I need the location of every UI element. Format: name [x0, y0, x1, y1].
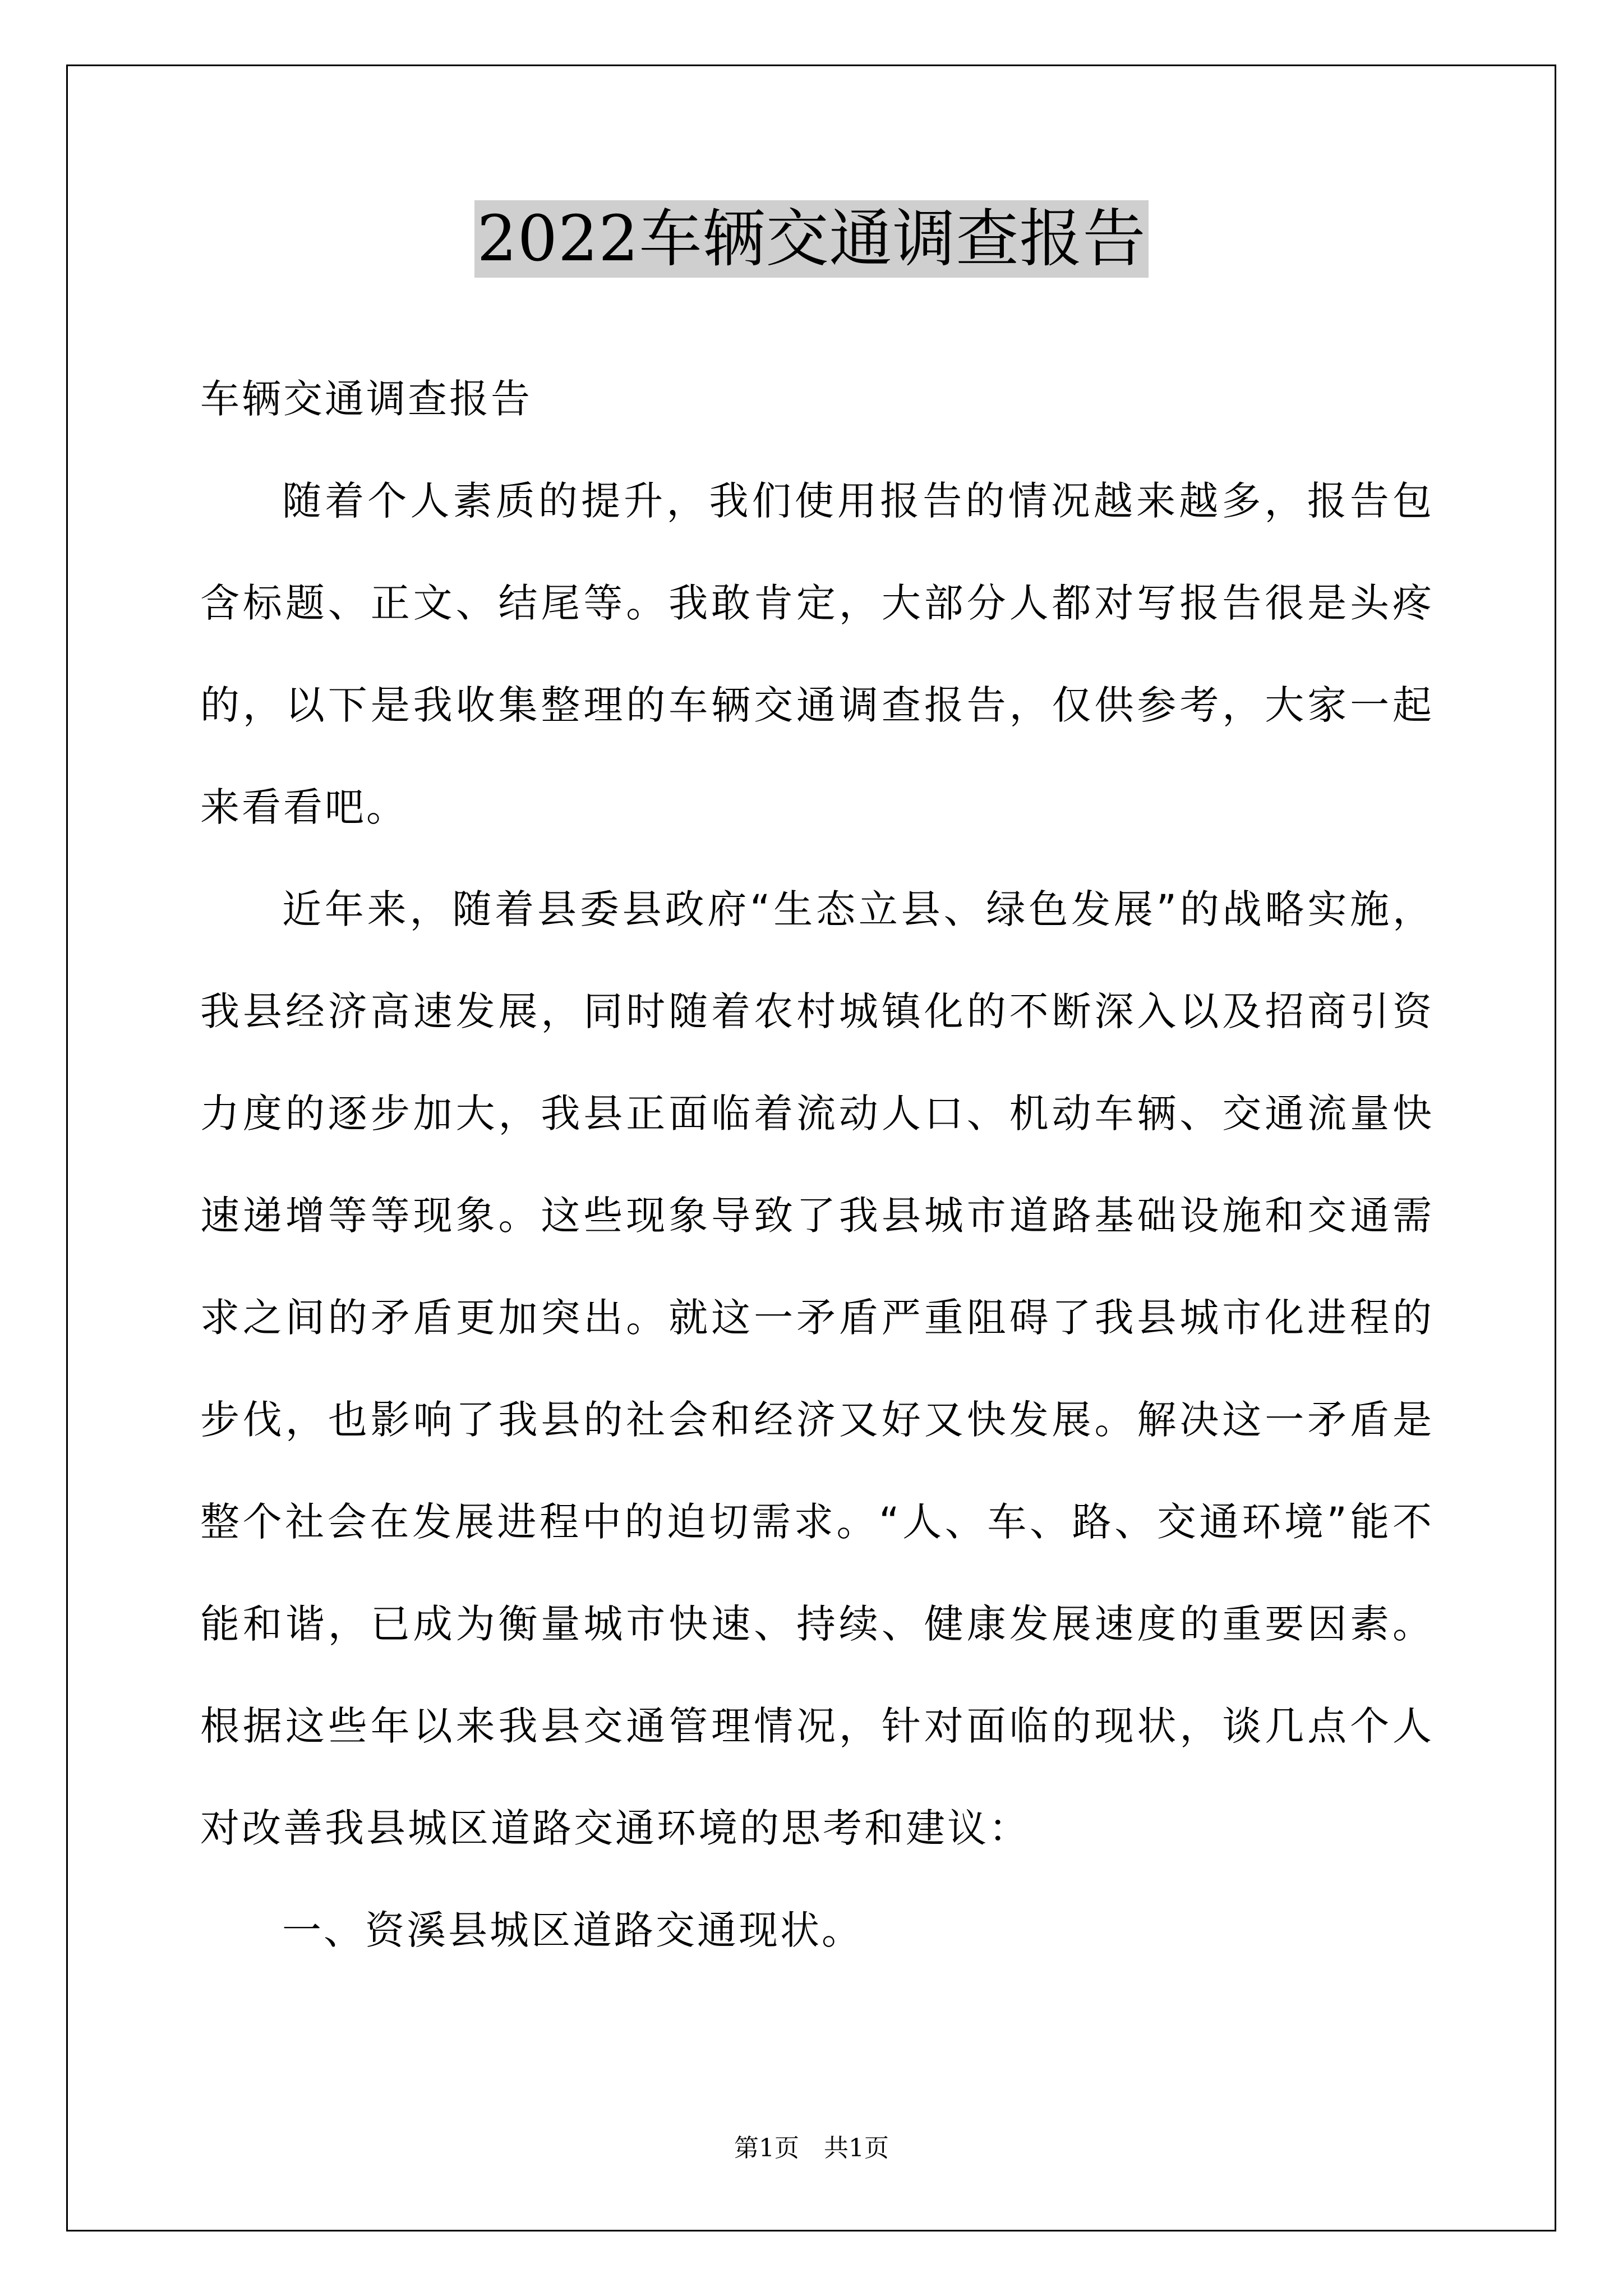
section-heading-1: 一、资溪县城区道路交通现状。 — [282, 1907, 863, 1953]
title-container — [0, 200, 1623, 278]
document-title: 2022车辆交通调查报告 — [474, 200, 1148, 278]
document-subtitle: 车辆交通调查报告 — [200, 376, 532, 422]
paragraph-background: 近年来，随着县委县政府“生态立县、绿色发展”的战略实施，我县经济高速发展，同时随着农村城镇化的不断深入以及招商引资力度的逐步加大，我县正面临着流动人口、机动车辆、交通流量快速递增等等现象。这些现象导致了我县城市道路基础设施和交通需求之间的矛盾更加突出。就这一矛盾严重阻碍了我县城市化进程的步伐，也影响了我县的社会和经济又好又快发展。解决这一矛盾是整个社会在发展进程中的迫切需求。“人、车、路、交通环境”能不能和谐，已成为衡量城市快速、持续、健康发展速度的重要因素。根据这些年以来我县交通管理情况，针对面临的现状，谈几点个人对改善我县城区道路交通环境的思考和建议： — [200, 886, 1434, 1851]
page-number-total: 共1页 — [824, 2134, 889, 2162]
page-number-current: 第1页 — [734, 2134, 799, 2162]
page-footer — [0, 2132, 1623, 2165]
document-body — [200, 348, 1434, 1981]
paragraph-intro: 随着个人素质的提升，我们使用报告的情况越来越多，报告包含标题、正文、结尾等。我敢肯定，大部分人都对写报告很是头疼的，以下是我收集整理的车辆交通调查报告，仅供参考，大家一起来看看吧。 — [200, 478, 1434, 830]
